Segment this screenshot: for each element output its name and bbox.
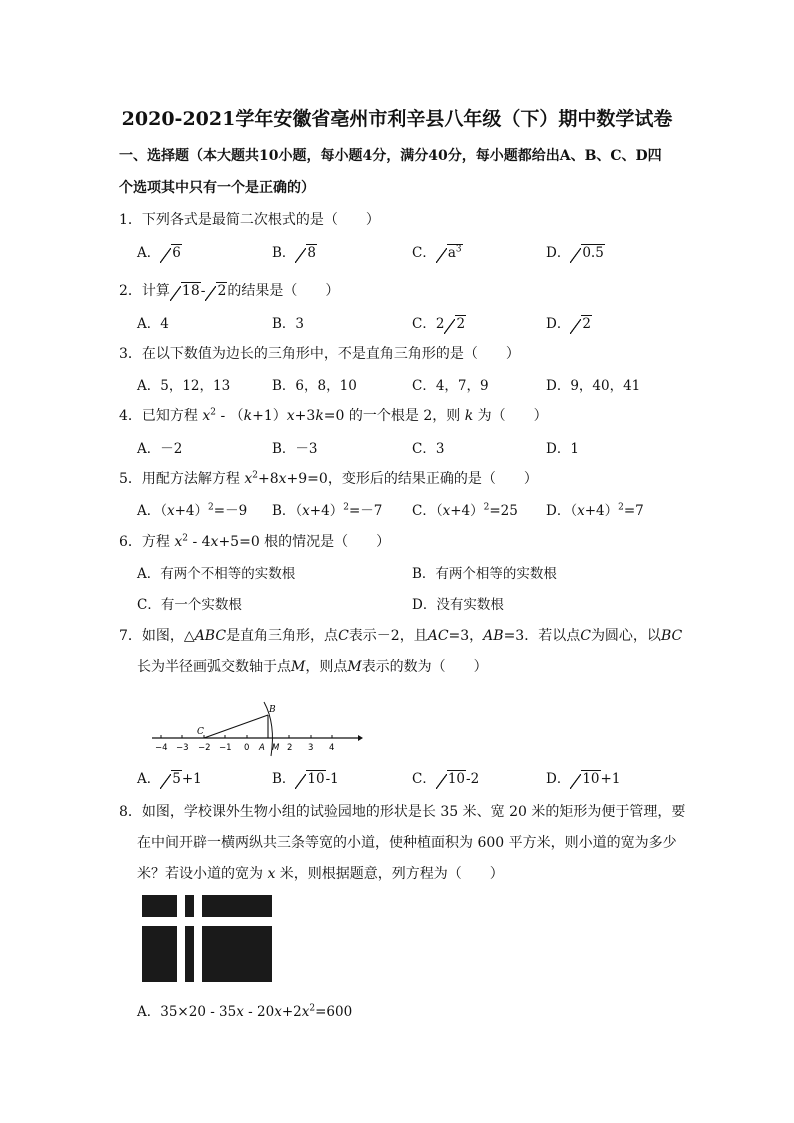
number-line-figure xyxy=(148,698,363,760)
sqrt-symbol: 6 xyxy=(160,245,182,261)
sqrt-symbol: 5 xyxy=(160,771,182,787)
svg-text:3: 3 xyxy=(308,743,314,753)
q1-option-c: C． $a^3$ xyxy=(412,244,462,261)
q4-option-b: B．－3 xyxy=(272,441,318,457)
svg-text:A: A xyxy=(259,743,265,753)
garden-figure xyxy=(142,895,272,982)
q2-option-c: C．2 2 xyxy=(412,316,466,332)
q5-option-d: D．$(x+4)^2=7$ xyxy=(546,502,644,519)
sqrt-symbol: 10 xyxy=(436,771,466,787)
sqrt-symbol: 2 xyxy=(444,316,466,332)
section-heading-line2: 个选项其中只有一个是正确的） xyxy=(119,180,315,196)
question-2-stem: 2．计算 18- 2的结果是（ ） xyxy=(119,283,340,299)
axis-arrow xyxy=(358,735,363,741)
vertical-path-1 xyxy=(177,895,185,982)
q4-option-c: C．3 xyxy=(412,441,445,457)
question-3-stem: 3．在以下数值为边长的三角形中，不是直角三角形的是（ ） xyxy=(119,346,520,362)
q7-option-a: A． 5+1 xyxy=(137,771,202,787)
question-7-line2: 长为半径画弧交数轴于点M，则点M表示的数为（ ） xyxy=(137,659,488,675)
q2-option-a: A．4 xyxy=(137,316,169,332)
q6-option-d: D．没有实数根 xyxy=(412,597,504,613)
q4-option-d: D．1 xyxy=(546,441,579,457)
q5-option-a: A．$(x+4)^2=-9$ xyxy=(137,502,248,519)
sqrt-symbol: 18 xyxy=(170,283,201,299)
point-c-label: C xyxy=(197,727,204,737)
svg-text:−1: −1 xyxy=(219,743,232,753)
svg-text:2: 2 xyxy=(287,743,293,753)
vertical-path-2 xyxy=(194,895,202,982)
q6-option-c: C．有一个实数根 xyxy=(137,597,242,613)
q3-option-d: D．9，40，41 xyxy=(546,378,641,394)
q2-option-d: D． 2 xyxy=(546,316,591,332)
q1-option-b: B． 8 xyxy=(272,245,317,261)
svg-text:4: 4 xyxy=(329,743,335,753)
tick-labels xyxy=(155,743,334,753)
question-7-line1: 7．如图，△ABC是直角三角形，点C表示－2，且AC=3，AB=3．若以点C为圆心，以BC xyxy=(119,628,683,644)
sqrt-symbol: 10 xyxy=(570,771,600,787)
q5-option-b: B．$(x+4)^2=-7$ xyxy=(272,502,383,519)
svg-text:M: M xyxy=(272,743,280,753)
q6-option-a: A．有两个不相等的实数根 xyxy=(137,566,296,582)
segment-cb xyxy=(204,715,268,738)
sqrt-symbol: 8 xyxy=(295,245,317,261)
svg-text:−2: −2 xyxy=(198,743,211,753)
q8-option-a: A．$35\times 20 - 35x - 20x+2x^2=600$ xyxy=(137,1003,353,1020)
garden-rectangle xyxy=(142,895,272,982)
svg-text:−3: −3 xyxy=(176,743,189,753)
q3-option-b: B．6，8，10 xyxy=(272,378,357,394)
question-8-line2: 在中间开辟一横两纵共三条等宽的小道，使种植面积为 600 平方米，则小道的宽为多少 xyxy=(137,835,677,851)
sqrt-symbol: 2 xyxy=(205,283,227,299)
sqrt-symbol: $a^3$ xyxy=(436,245,463,262)
question-5-stem: 5．用配方法解方程 $x^2+8x+9=0$，变形后的结果正确的是（ ） xyxy=(119,470,538,487)
point-b-label: B xyxy=(269,705,276,715)
q4-option-a: A．－2 xyxy=(137,441,183,457)
q6-option-b: B．有两个相等的实数根 xyxy=(412,566,557,582)
page-title: 2020-2021学年安徽省亳州市利辛县八年级（下）期中数学试卷 xyxy=(121,108,673,130)
question-8-line1: 8．如图，学校课外生物小组的试验园地的形状是长 35 米、宽 20 米的矩形为便于管理，要 xyxy=(119,804,686,820)
sqrt-symbol: 0.5 xyxy=(570,245,604,261)
sqrt-symbol: 10 xyxy=(295,771,325,787)
q1-option-d: D． 0.5 xyxy=(546,245,604,261)
question-6-stem: 6．方程 $x^2 - 4x+5=0$ 根的情况是（ ） xyxy=(119,533,391,550)
q2-option-b: B．3 xyxy=(272,316,305,332)
question-1-stem: 1．下列各式是最简二次根式的是（ ） xyxy=(119,212,380,228)
svg-text:−4: −4 xyxy=(155,743,168,753)
q3-option-c: C．4，7，9 xyxy=(412,378,489,394)
question-8-line3: 米？若设小道的宽为 x 米，则根据题意，列方程为（ ） xyxy=(137,866,504,882)
q7-option-d: D． 10+1 xyxy=(546,771,621,787)
q1-option-a: A． 6 xyxy=(137,245,181,261)
q5-option-c: C．$(x+4)^2=25$ xyxy=(412,502,518,519)
svg-text:0: 0 xyxy=(244,743,250,753)
q3-option-a: A．5，12，13 xyxy=(137,378,231,394)
q7-option-b: B． 10-1 xyxy=(272,771,339,787)
section-heading-line1: 一、选择题（本大题共10小题，每小题4分，满分40分，每小题都给出A、B、C、D四 xyxy=(119,148,662,164)
question-4-stem: 4．已知方程 $x^2 - (k+1)x+3k=0$ 的一个根是 2，则 k 为（ ） xyxy=(119,407,548,424)
q7-option-c: C． 10-2 xyxy=(412,771,480,787)
sqrt-symbol: 2 xyxy=(570,316,592,332)
horizontal-path xyxy=(142,917,272,926)
